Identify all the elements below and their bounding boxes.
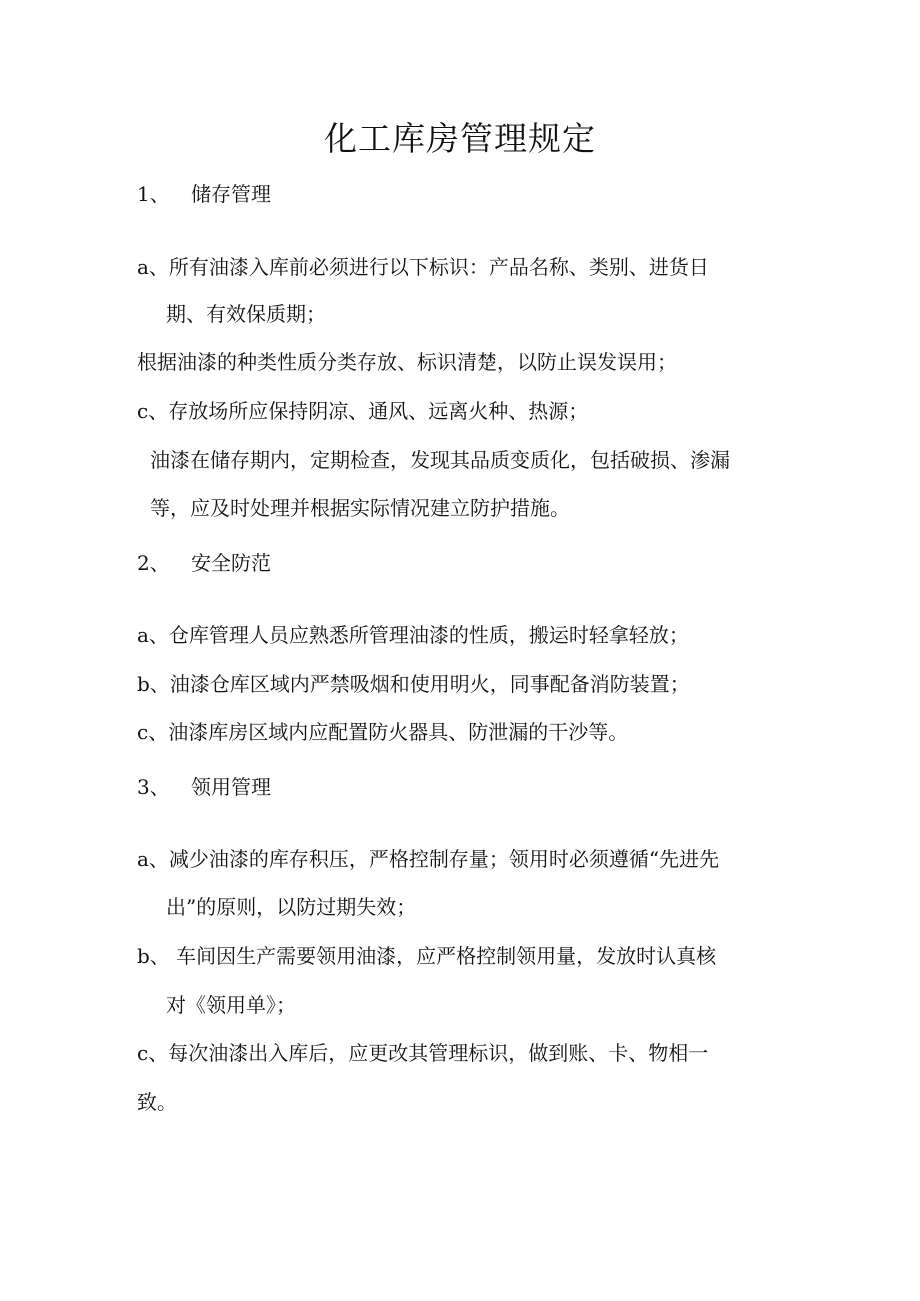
section-heading bbox=[137, 773, 271, 801]
section-title: 领用管理 bbox=[191, 775, 271, 799]
section-number: 3、 bbox=[137, 775, 170, 799]
section-number: 1、 bbox=[137, 182, 170, 206]
clause-line: c、每次油漆出入库后，应更改其管理标识，做到账、卡、物相一 bbox=[137, 1041, 709, 1065]
section-title: 安全防范 bbox=[191, 551, 271, 575]
clause-line: 等，应及时处理并根据实际情况建立防护措施。 bbox=[150, 496, 570, 520]
section-heading bbox=[137, 180, 271, 208]
clause-line: a、仓库管理人员应熟悉所管理油漆的性质，搬运时轻拿轻放； bbox=[137, 623, 689, 647]
section-number: 2、 bbox=[137, 551, 170, 575]
clause-line: a、减少油漆的库存积压，严格控制存量；领用时必须遵循“先进先 bbox=[137, 847, 720, 871]
section-title: 储存管理 bbox=[191, 182, 271, 206]
clause-line: 期、有效保质期； bbox=[166, 302, 326, 326]
clause-line: 油漆在储存期内，定期检查，发现其品质变质化，包括破损、渗漏 bbox=[150, 448, 730, 472]
clause-line: a、所有油漆入库前必须进行以下标识：产品名称、类别、进货日 bbox=[137, 255, 709, 279]
clause-line: c、油漆库房区域内应配置防火器具、防泄漏的干沙等。 bbox=[137, 720, 629, 744]
clause-line: 出”的原则，以防过期失效； bbox=[166, 895, 417, 919]
clause-line: c、存放场所应保持阴凉、通风、远离火种、热源； bbox=[137, 399, 589, 423]
clause-line: 根据油漆的种类性质分类存放、标识清楚，以防止误发误用； bbox=[137, 350, 677, 374]
clause-line: b、 车间因生产需要领用油漆，应严格控制领用量，发放时认真核 bbox=[137, 944, 717, 968]
clause-line: 致。 bbox=[137, 1090, 177, 1114]
clause-line: b、油漆仓库区域内严禁吸烟和使用明火，同事配备消防装置； bbox=[137, 672, 690, 696]
section-heading bbox=[137, 549, 271, 577]
clause-line: 对《领用单》； bbox=[166, 993, 296, 1017]
document-title: 化工库房管理规定 bbox=[324, 119, 596, 158]
